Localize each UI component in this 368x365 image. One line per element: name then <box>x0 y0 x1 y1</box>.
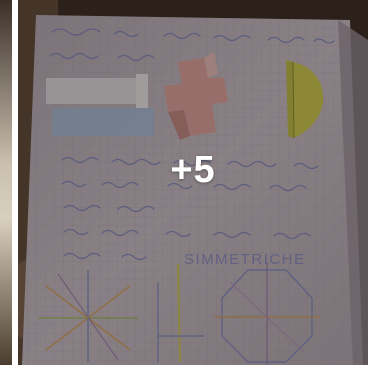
notebook-heading: SIMMETRICHE <box>184 251 306 268</box>
more-photos-count[interactable]: +5 <box>170 149 216 191</box>
previous-photo-thumbnail[interactable] <box>0 0 12 365</box>
